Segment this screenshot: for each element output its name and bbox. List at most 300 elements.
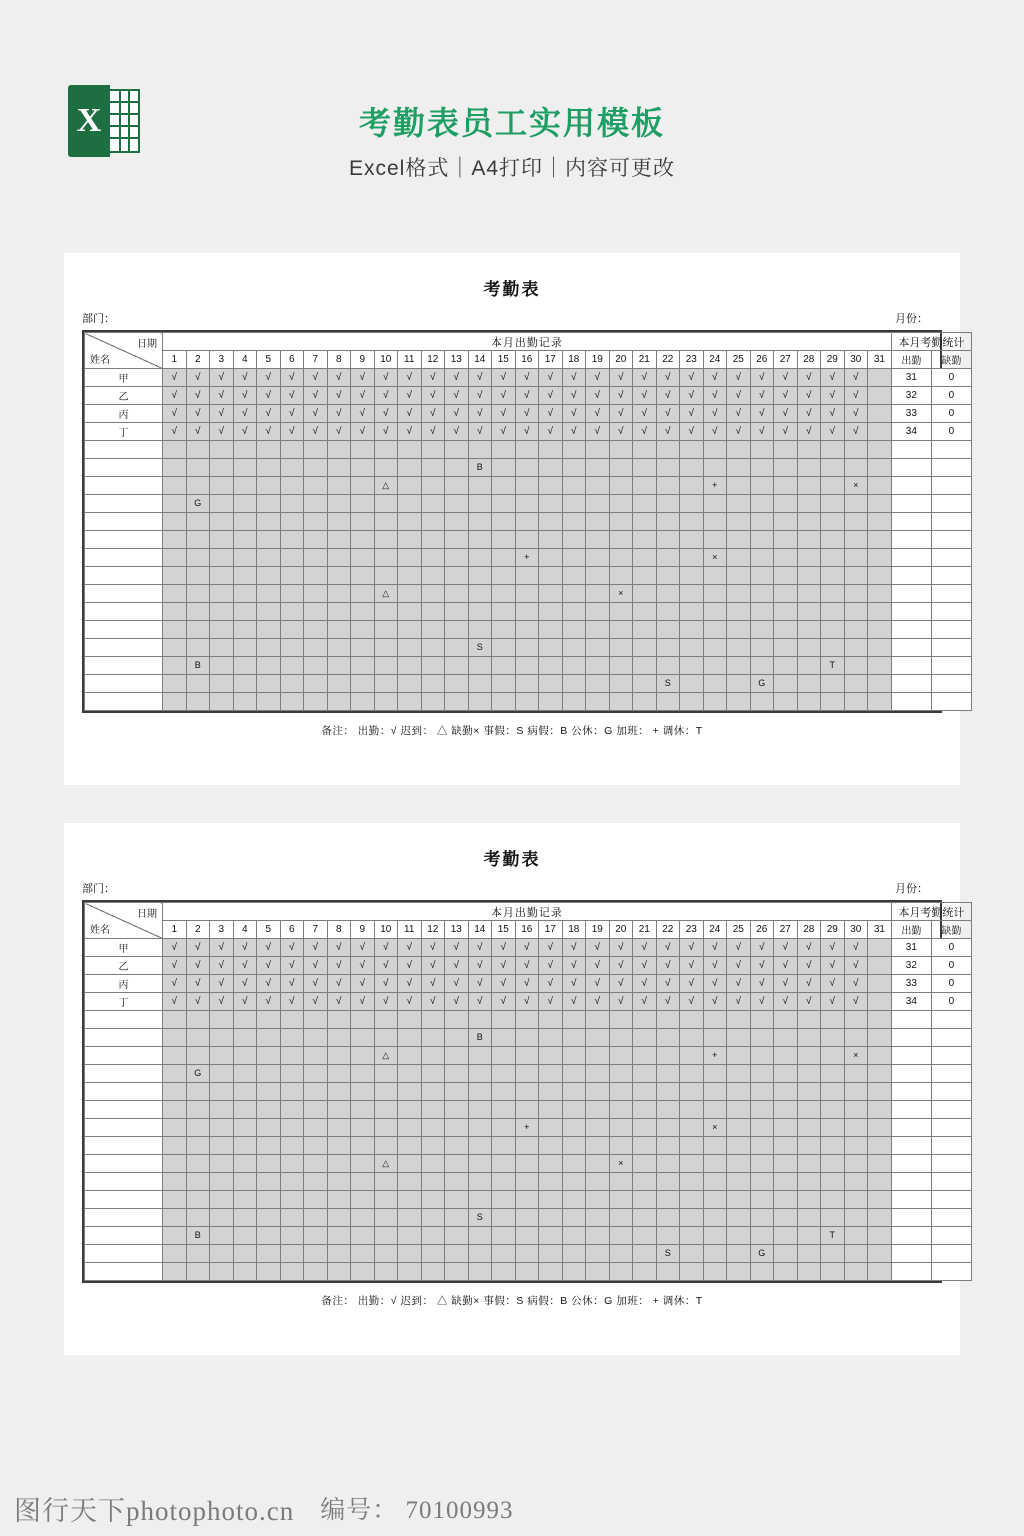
attendance-cell[interactable] bbox=[374, 495, 398, 513]
attendance-cell[interactable] bbox=[421, 1011, 445, 1029]
present-count-cell[interactable] bbox=[891, 1047, 931, 1065]
attendance-cell[interactable] bbox=[233, 387, 257, 405]
attendance-cell[interactable] bbox=[868, 585, 892, 603]
attendance-cell[interactable] bbox=[398, 1263, 422, 1281]
attendance-cell[interactable] bbox=[374, 531, 398, 549]
attendance-cell[interactable] bbox=[656, 531, 680, 549]
present-count-cell[interactable]: 34 bbox=[891, 993, 931, 1011]
attendance-cell[interactable] bbox=[398, 459, 422, 477]
attendance-cell[interactable] bbox=[351, 567, 375, 585]
attendance-cell[interactable] bbox=[257, 675, 281, 693]
attendance-cell[interactable] bbox=[868, 603, 892, 621]
attendance-cell[interactable] bbox=[304, 387, 328, 405]
attendance-cell[interactable] bbox=[844, 1065, 868, 1083]
attendance-cell[interactable] bbox=[445, 1245, 469, 1263]
attendance-cell[interactable] bbox=[304, 693, 328, 711]
attendance-cell[interactable] bbox=[257, 387, 281, 405]
attendance-cell[interactable] bbox=[421, 993, 445, 1011]
attendance-cell[interactable] bbox=[515, 1011, 539, 1029]
attendance-cell[interactable] bbox=[492, 459, 516, 477]
attendance-cell[interactable] bbox=[633, 405, 657, 423]
attendance-cell[interactable] bbox=[774, 1173, 798, 1191]
attendance-cell[interactable] bbox=[163, 657, 187, 675]
attendance-cell[interactable] bbox=[421, 477, 445, 495]
attendance-cell[interactable] bbox=[398, 585, 422, 603]
attendance-cell[interactable] bbox=[445, 1029, 469, 1047]
present-count-cell[interactable] bbox=[891, 657, 931, 675]
attendance-cell[interactable] bbox=[233, 495, 257, 513]
attendance-cell[interactable] bbox=[656, 639, 680, 657]
attendance-cell[interactable] bbox=[374, 639, 398, 657]
attendance-cell[interactable] bbox=[233, 405, 257, 423]
attendance-cell[interactable] bbox=[844, 1083, 868, 1101]
attendance-cell[interactable] bbox=[539, 495, 563, 513]
attendance-cell[interactable] bbox=[233, 549, 257, 567]
present-count-cell[interactable] bbox=[891, 531, 931, 549]
attendance-cell[interactable] bbox=[186, 693, 210, 711]
attendance-cell[interactable] bbox=[774, 975, 798, 993]
attendance-cell[interactable] bbox=[468, 567, 492, 585]
present-count-cell[interactable] bbox=[891, 1065, 931, 1083]
attendance-cell[interactable] bbox=[609, 657, 633, 675]
employee-name-cell[interactable] bbox=[85, 657, 163, 675]
employee-name-cell[interactable]: 丙 bbox=[85, 975, 163, 993]
attendance-cell[interactable] bbox=[797, 1065, 821, 1083]
employee-name-cell[interactable] bbox=[85, 495, 163, 513]
attendance-cell[interactable] bbox=[821, 495, 845, 513]
attendance-cell[interactable] bbox=[374, 423, 398, 441]
absent-count-cell[interactable] bbox=[931, 1263, 971, 1281]
attendance-cell[interactable] bbox=[398, 1047, 422, 1065]
attendance-cell[interactable] bbox=[210, 693, 234, 711]
attendance-cell[interactable] bbox=[257, 513, 281, 531]
attendance-cell[interactable] bbox=[539, 405, 563, 423]
attendance-cell[interactable] bbox=[468, 1137, 492, 1155]
attendance-cell[interactable] bbox=[421, 675, 445, 693]
attendance-cell[interactable] bbox=[327, 513, 351, 531]
attendance-cell[interactable] bbox=[351, 939, 375, 957]
attendance-cell[interactable] bbox=[327, 675, 351, 693]
attendance-cell[interactable] bbox=[703, 603, 727, 621]
attendance-cell[interactable] bbox=[797, 657, 821, 675]
attendance-cell[interactable] bbox=[727, 1083, 751, 1101]
attendance-cell[interactable] bbox=[468, 423, 492, 441]
attendance-cell[interactable] bbox=[750, 1263, 774, 1281]
attendance-cell[interactable] bbox=[351, 1173, 375, 1191]
attendance-cell[interactable] bbox=[163, 1191, 187, 1209]
attendance-cell[interactable] bbox=[468, 441, 492, 459]
attendance-cell[interactable] bbox=[844, 939, 868, 957]
attendance-cell[interactable] bbox=[797, 975, 821, 993]
attendance-cell[interactable] bbox=[586, 975, 610, 993]
attendance-cell[interactable] bbox=[233, 1263, 257, 1281]
attendance-cell[interactable] bbox=[233, 1191, 257, 1209]
attendance-cell[interactable] bbox=[398, 513, 422, 531]
attendance-cell[interactable] bbox=[280, 1011, 304, 1029]
attendance-cell[interactable] bbox=[257, 603, 281, 621]
attendance-cell[interactable] bbox=[421, 459, 445, 477]
attendance-cell[interactable] bbox=[468, 1155, 492, 1173]
attendance-cell[interactable] bbox=[774, 1245, 798, 1263]
attendance-cell[interactable] bbox=[562, 495, 586, 513]
attendance-cell[interactable] bbox=[351, 1191, 375, 1209]
attendance-cell[interactable] bbox=[445, 585, 469, 603]
attendance-cell[interactable] bbox=[374, 1227, 398, 1245]
attendance-cell[interactable] bbox=[280, 1065, 304, 1083]
attendance-cell[interactable] bbox=[844, 639, 868, 657]
attendance-cell[interactable] bbox=[492, 1065, 516, 1083]
attendance-cell[interactable] bbox=[562, 441, 586, 459]
attendance-cell[interactable] bbox=[703, 1191, 727, 1209]
attendance-cell[interactable] bbox=[868, 957, 892, 975]
attendance-cell[interactable] bbox=[163, 975, 187, 993]
attendance-cell[interactable] bbox=[609, 1263, 633, 1281]
attendance-cell[interactable] bbox=[562, 405, 586, 423]
attendance-cell[interactable] bbox=[868, 1011, 892, 1029]
attendance-cell[interactable] bbox=[797, 993, 821, 1011]
attendance-cell[interactable] bbox=[492, 675, 516, 693]
present-count-cell[interactable] bbox=[891, 1173, 931, 1191]
attendance-cell[interactable] bbox=[327, 1209, 351, 1227]
attendance-cell[interactable] bbox=[445, 1155, 469, 1173]
attendance-cell[interactable] bbox=[539, 1083, 563, 1101]
attendance-cell[interactable] bbox=[421, 567, 445, 585]
attendance-cell[interactable] bbox=[821, 1011, 845, 1029]
attendance-cell[interactable] bbox=[633, 459, 657, 477]
attendance-cell[interactable] bbox=[562, 459, 586, 477]
attendance-cell[interactable] bbox=[210, 1083, 234, 1101]
attendance-cell[interactable] bbox=[421, 405, 445, 423]
attendance-cell[interactable] bbox=[492, 657, 516, 675]
attendance-cell[interactable] bbox=[609, 993, 633, 1011]
attendance-cell[interactable] bbox=[515, 1119, 539, 1137]
attendance-cell[interactable] bbox=[398, 1029, 422, 1047]
employee-name-cell[interactable] bbox=[85, 585, 163, 603]
attendance-cell[interactable] bbox=[609, 1137, 633, 1155]
attendance-cell[interactable] bbox=[233, 1137, 257, 1155]
attendance-cell[interactable] bbox=[421, 531, 445, 549]
attendance-cell[interactable] bbox=[445, 603, 469, 621]
attendance-cell[interactable] bbox=[492, 1047, 516, 1065]
attendance-cell[interactable] bbox=[656, 495, 680, 513]
attendance-cell[interactable] bbox=[797, 477, 821, 495]
attendance-cell[interactable] bbox=[844, 603, 868, 621]
attendance-cell[interactable] bbox=[163, 1101, 187, 1119]
attendance-cell[interactable] bbox=[539, 693, 563, 711]
attendance-cell[interactable] bbox=[468, 1083, 492, 1101]
attendance-cell[interactable] bbox=[468, 495, 492, 513]
absent-count-cell[interactable] bbox=[931, 657, 971, 675]
attendance-cell[interactable] bbox=[539, 621, 563, 639]
attendance-cell[interactable] bbox=[257, 1245, 281, 1263]
attendance-cell[interactable] bbox=[868, 369, 892, 387]
attendance-cell[interactable] bbox=[492, 1101, 516, 1119]
attendance-cell[interactable] bbox=[445, 993, 469, 1011]
attendance-cell[interactable] bbox=[539, 1191, 563, 1209]
attendance-cell[interactable] bbox=[586, 693, 610, 711]
attendance-cell[interactable] bbox=[421, 621, 445, 639]
attendance-cell[interactable] bbox=[163, 549, 187, 567]
attendance-cell[interactable] bbox=[656, 549, 680, 567]
attendance-cell[interactable] bbox=[257, 477, 281, 495]
attendance-cell[interactable] bbox=[210, 459, 234, 477]
attendance-cell[interactable] bbox=[163, 1155, 187, 1173]
attendance-cell[interactable] bbox=[492, 549, 516, 567]
attendance-cell[interactable] bbox=[727, 657, 751, 675]
attendance-cell[interactable] bbox=[327, 957, 351, 975]
attendance-cell[interactable] bbox=[398, 657, 422, 675]
attendance-cell[interactable] bbox=[492, 531, 516, 549]
attendance-cell[interactable] bbox=[821, 549, 845, 567]
attendance-cell[interactable] bbox=[468, 531, 492, 549]
attendance-cell[interactable] bbox=[633, 621, 657, 639]
attendance-cell[interactable] bbox=[844, 531, 868, 549]
attendance-cell[interactable] bbox=[163, 1065, 187, 1083]
attendance-cell[interactable] bbox=[351, 993, 375, 1011]
attendance-cell[interactable] bbox=[633, 441, 657, 459]
attendance-cell[interactable] bbox=[656, 1029, 680, 1047]
attendance-cell[interactable] bbox=[233, 1083, 257, 1101]
attendance-cell[interactable] bbox=[797, 1119, 821, 1137]
attendance-cell[interactable] bbox=[703, 495, 727, 513]
attendance-cell[interactable] bbox=[539, 1047, 563, 1065]
employee-name-cell[interactable]: 乙 bbox=[85, 957, 163, 975]
attendance-cell[interactable] bbox=[351, 405, 375, 423]
attendance-cell[interactable] bbox=[562, 1263, 586, 1281]
attendance-cell[interactable] bbox=[539, 603, 563, 621]
attendance-cell[interactable] bbox=[351, 1137, 375, 1155]
present-count-cell[interactable]: 33 bbox=[891, 975, 931, 993]
attendance-cell[interactable] bbox=[351, 621, 375, 639]
attendance-cell[interactable] bbox=[280, 1029, 304, 1047]
attendance-cell[interactable] bbox=[750, 993, 774, 1011]
absent-count-cell[interactable]: 0 bbox=[931, 423, 971, 441]
attendance-cell[interactable] bbox=[562, 993, 586, 1011]
attendance-cell[interactable] bbox=[374, 1155, 398, 1173]
attendance-cell[interactable] bbox=[233, 1065, 257, 1083]
present-count-cell[interactable] bbox=[891, 693, 931, 711]
attendance-cell[interactable] bbox=[844, 993, 868, 1011]
employee-name-cell[interactable] bbox=[85, 1209, 163, 1227]
attendance-cell[interactable] bbox=[586, 387, 610, 405]
attendance-cell[interactable] bbox=[492, 585, 516, 603]
absent-count-cell[interactable]: 0 bbox=[931, 975, 971, 993]
present-count-cell[interactable] bbox=[891, 1137, 931, 1155]
attendance-cell[interactable] bbox=[515, 1065, 539, 1083]
absent-count-cell[interactable]: 0 bbox=[931, 993, 971, 1011]
attendance-cell[interactable] bbox=[797, 1029, 821, 1047]
attendance-cell[interactable] bbox=[774, 477, 798, 495]
attendance-cell[interactable] bbox=[210, 1155, 234, 1173]
attendance-cell[interactable] bbox=[844, 369, 868, 387]
attendance-cell[interactable] bbox=[797, 1227, 821, 1245]
attendance-cell[interactable] bbox=[186, 441, 210, 459]
attendance-cell[interactable] bbox=[280, 1191, 304, 1209]
attendance-cell[interactable] bbox=[656, 603, 680, 621]
attendance-cell[interactable] bbox=[210, 369, 234, 387]
attendance-cell[interactable] bbox=[445, 495, 469, 513]
attendance-cell[interactable] bbox=[492, 369, 516, 387]
attendance-cell[interactable] bbox=[633, 477, 657, 495]
attendance-cell[interactable] bbox=[727, 1101, 751, 1119]
attendance-cell[interactable] bbox=[257, 495, 281, 513]
attendance-cell[interactable] bbox=[445, 567, 469, 585]
attendance-cell[interactable] bbox=[562, 1245, 586, 1263]
attendance-cell[interactable] bbox=[515, 603, 539, 621]
attendance-cell[interactable] bbox=[398, 603, 422, 621]
attendance-cell[interactable] bbox=[280, 477, 304, 495]
attendance-cell[interactable] bbox=[233, 993, 257, 1011]
attendance-cell[interactable] bbox=[680, 1137, 704, 1155]
attendance-cell[interactable] bbox=[257, 1173, 281, 1191]
attendance-cell[interactable] bbox=[680, 639, 704, 657]
attendance-cell[interactable] bbox=[304, 975, 328, 993]
attendance-cell[interactable] bbox=[257, 423, 281, 441]
attendance-cell[interactable] bbox=[609, 459, 633, 477]
attendance-cell[interactable] bbox=[280, 657, 304, 675]
attendance-cell[interactable] bbox=[797, 405, 821, 423]
attendance-cell[interactable] bbox=[750, 495, 774, 513]
present-count-cell[interactable] bbox=[891, 441, 931, 459]
attendance-cell[interactable] bbox=[398, 1191, 422, 1209]
attendance-cell[interactable] bbox=[398, 549, 422, 567]
attendance-cell[interactable] bbox=[163, 567, 187, 585]
attendance-cell[interactable] bbox=[304, 675, 328, 693]
attendance-cell[interactable] bbox=[374, 693, 398, 711]
attendance-cell[interactable] bbox=[609, 1227, 633, 1245]
attendance-cell[interactable] bbox=[539, 423, 563, 441]
attendance-cell[interactable] bbox=[233, 477, 257, 495]
attendance-cell[interactable] bbox=[868, 1101, 892, 1119]
attendance-cell[interactable] bbox=[609, 1011, 633, 1029]
attendance-cell[interactable] bbox=[233, 1029, 257, 1047]
present-count-cell[interactable] bbox=[891, 477, 931, 495]
attendance-cell[interactable] bbox=[421, 1047, 445, 1065]
attendance-cell[interactable] bbox=[233, 1047, 257, 1065]
absent-count-cell[interactable]: 0 bbox=[931, 387, 971, 405]
attendance-cell[interactable] bbox=[468, 1029, 492, 1047]
attendance-cell[interactable] bbox=[445, 939, 469, 957]
present-count-cell[interactable]: 34 bbox=[891, 423, 931, 441]
attendance-cell[interactable] bbox=[868, 513, 892, 531]
attendance-cell[interactable] bbox=[515, 1209, 539, 1227]
employee-name-cell[interactable]: 丁 bbox=[85, 993, 163, 1011]
attendance-cell[interactable] bbox=[703, 1137, 727, 1155]
attendance-cell[interactable] bbox=[468, 1209, 492, 1227]
attendance-cell[interactable] bbox=[280, 1083, 304, 1101]
employee-name-cell[interactable]: 甲 bbox=[85, 939, 163, 957]
employee-name-cell[interactable] bbox=[85, 621, 163, 639]
attendance-cell[interactable] bbox=[327, 549, 351, 567]
attendance-cell[interactable] bbox=[727, 1047, 751, 1065]
attendance-cell[interactable] bbox=[774, 423, 798, 441]
attendance-cell[interactable] bbox=[797, 957, 821, 975]
attendance-cell[interactable] bbox=[727, 405, 751, 423]
attendance-cell[interactable] bbox=[492, 1263, 516, 1281]
attendance-cell[interactable] bbox=[633, 585, 657, 603]
attendance-cell[interactable] bbox=[539, 1227, 563, 1245]
attendance-cell[interactable] bbox=[445, 657, 469, 675]
attendance-cell[interactable] bbox=[163, 369, 187, 387]
attendance-cell[interactable] bbox=[468, 603, 492, 621]
attendance-cell[interactable] bbox=[797, 1173, 821, 1191]
attendance-cell[interactable] bbox=[304, 549, 328, 567]
attendance-cell[interactable] bbox=[562, 549, 586, 567]
attendance-cell[interactable] bbox=[774, 585, 798, 603]
attendance-cell[interactable] bbox=[750, 639, 774, 657]
attendance-cell[interactable] bbox=[680, 975, 704, 993]
attendance-cell[interactable] bbox=[680, 387, 704, 405]
present-count-cell[interactable] bbox=[891, 1083, 931, 1101]
attendance-cell[interactable] bbox=[280, 531, 304, 549]
employee-name-cell[interactable] bbox=[85, 1065, 163, 1083]
attendance-cell[interactable] bbox=[210, 567, 234, 585]
attendance-cell[interactable] bbox=[280, 459, 304, 477]
attendance-cell[interactable] bbox=[468, 549, 492, 567]
employee-name-cell[interactable] bbox=[85, 459, 163, 477]
attendance-cell[interactable] bbox=[821, 1101, 845, 1119]
attendance-cell[interactable] bbox=[515, 639, 539, 657]
attendance-cell[interactable] bbox=[562, 1011, 586, 1029]
absent-count-cell[interactable] bbox=[931, 675, 971, 693]
attendance-cell[interactable] bbox=[374, 1065, 398, 1083]
present-count-cell[interactable] bbox=[891, 495, 931, 513]
attendance-cell[interactable] bbox=[374, 549, 398, 567]
attendance-cell[interactable] bbox=[233, 1245, 257, 1263]
absent-count-cell[interactable] bbox=[931, 603, 971, 621]
attendance-cell[interactable] bbox=[797, 675, 821, 693]
attendance-cell[interactable] bbox=[727, 1029, 751, 1047]
attendance-cell[interactable] bbox=[327, 1155, 351, 1173]
attendance-cell[interactable] bbox=[703, 1029, 727, 1047]
attendance-cell[interactable] bbox=[633, 1083, 657, 1101]
attendance-cell[interactable] bbox=[774, 1029, 798, 1047]
attendance-cell[interactable] bbox=[351, 693, 375, 711]
attendance-cell[interactable] bbox=[844, 423, 868, 441]
attendance-cell[interactable] bbox=[633, 369, 657, 387]
attendance-cell[interactable] bbox=[327, 1119, 351, 1137]
attendance-cell[interactable] bbox=[703, 459, 727, 477]
attendance-cell[interactable] bbox=[468, 1065, 492, 1083]
absent-count-cell[interactable] bbox=[931, 1083, 971, 1101]
attendance-cell[interactable] bbox=[374, 585, 398, 603]
attendance-cell[interactable] bbox=[868, 423, 892, 441]
attendance-cell[interactable] bbox=[868, 1047, 892, 1065]
present-count-cell[interactable] bbox=[891, 549, 931, 567]
attendance-cell[interactable] bbox=[186, 1263, 210, 1281]
attendance-cell[interactable] bbox=[374, 603, 398, 621]
attendance-cell[interactable] bbox=[280, 675, 304, 693]
attendance-cell[interactable] bbox=[656, 675, 680, 693]
attendance-cell[interactable] bbox=[327, 1047, 351, 1065]
attendance-cell[interactable] bbox=[515, 441, 539, 459]
attendance-cell[interactable] bbox=[680, 1263, 704, 1281]
attendance-cell[interactable] bbox=[515, 495, 539, 513]
attendance-cell[interactable] bbox=[304, 1083, 328, 1101]
attendance-cell[interactable] bbox=[257, 1227, 281, 1245]
attendance-cell[interactable] bbox=[680, 675, 704, 693]
attendance-cell[interactable] bbox=[445, 1047, 469, 1065]
attendance-cell[interactable] bbox=[421, 1065, 445, 1083]
attendance-cell[interactable] bbox=[163, 1047, 187, 1065]
attendance-cell[interactable] bbox=[398, 1083, 422, 1101]
attendance-cell[interactable] bbox=[750, 387, 774, 405]
employee-name-cell[interactable] bbox=[85, 1101, 163, 1119]
attendance-cell[interactable] bbox=[398, 369, 422, 387]
attendance-cell[interactable] bbox=[586, 585, 610, 603]
attendance-cell[interactable] bbox=[210, 1119, 234, 1137]
attendance-cell[interactable] bbox=[515, 387, 539, 405]
